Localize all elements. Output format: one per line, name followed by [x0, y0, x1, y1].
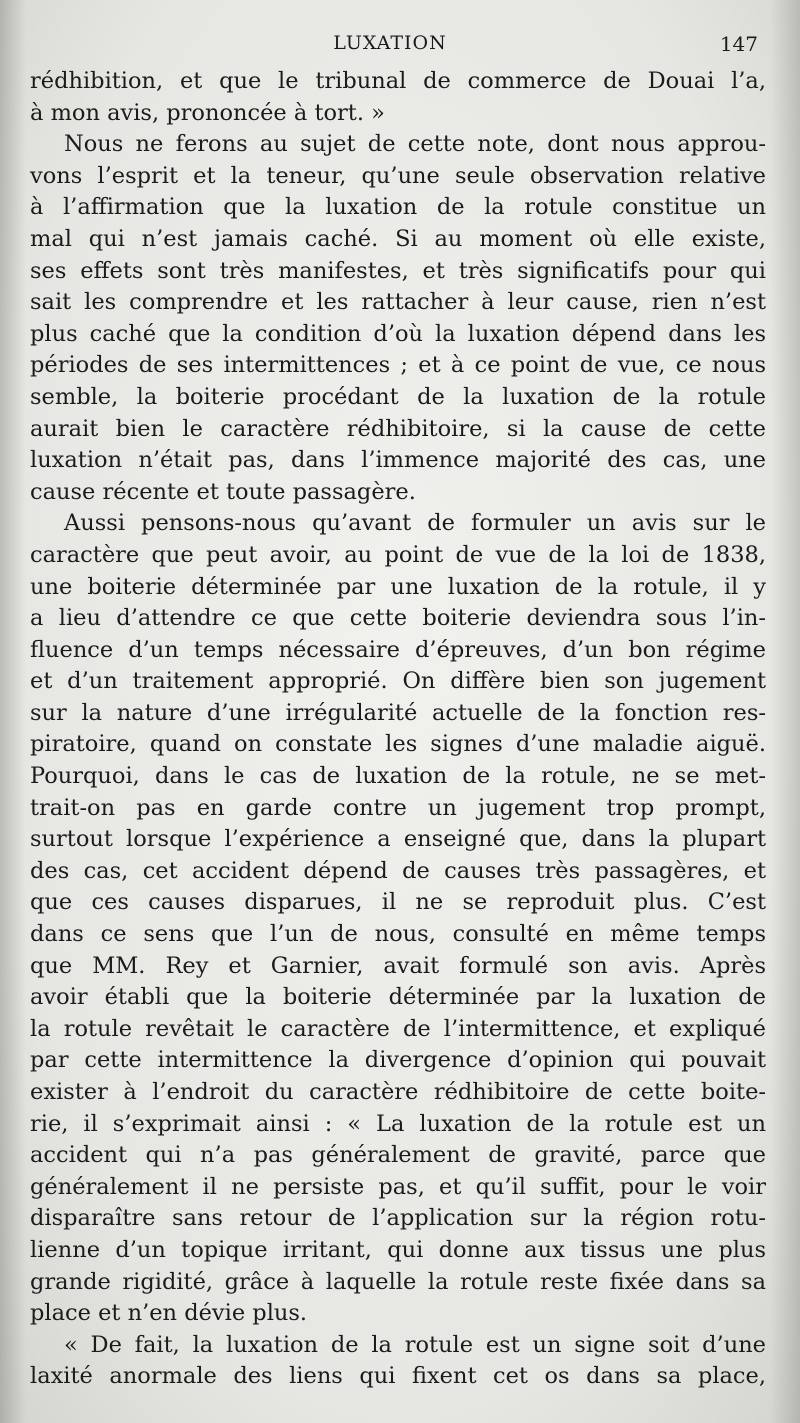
text-line: sait les comprendre et les rattacher à leur cause, rien n’est	[30, 289, 766, 316]
text-line: à mon avis, prononcée à tort. »	[30, 99, 385, 126]
text-line: la rotule revêtait le caractère de l’intermittence, et expliqué	[30, 1015, 766, 1042]
text-line: piratoire, quand on constate les signes d’une maladie aiguë.	[30, 731, 766, 758]
text-line: généralement il ne persiste pas, et qu’il suffit, pour le voir	[30, 1173, 766, 1200]
text-line: a lieu d’attendre ce que cette boiterie deviendra sous l’in-	[30, 605, 766, 632]
text-line: rie, il s’exprimait ainsi : « La luxation de la rotule est un	[30, 1110, 766, 1137]
page-number: 147	[719, 32, 758, 56]
text-line: trait-on pas en garde contre un jugement trop prompt,	[30, 794, 766, 821]
text-line: des cas, cet accident dépend de causes très passagères, et	[30, 857, 766, 884]
text-line: accident qui n’a pas généralement de gravité, parce que	[30, 1142, 766, 1169]
page-edge-shadow	[770, 0, 800, 1423]
text-line: à l’affirmation que la luxation de la rotule constitue un	[30, 194, 766, 221]
text-line: mal qui n’est jamais caché. Si au moment où elle existe,	[30, 225, 766, 252]
text-line: Aussi pensons-nous qu’avant de formuler un avis sur le	[64, 510, 766, 537]
text-line: « De fait, la luxation de la rotule est un signe soit d’une	[64, 1331, 766, 1358]
text-line: laxité anormale des liens qui fixent cet os dans sa place,	[30, 1363, 766, 1390]
page-gutter-shadow	[0, 0, 26, 1423]
text-line: et d’un traitement approprié. On diffère bien son jugement	[30, 668, 766, 695]
text-line: que ces causes disparues, il ne se reproduit plus. C’est	[30, 889, 766, 916]
text-line: surtout lorsque l’expérience a enseigné que, dans la plupart	[30, 826, 766, 853]
text-line: lienne d’un topique irritant, qui donne aux tissus une plus	[30, 1236, 766, 1263]
text-line: luxation n’était pas, dans l’immence majorité des cas, une	[30, 447, 766, 474]
text-line: Pourquoi, dans le cas de luxation de la rotule, ne se met-	[30, 763, 766, 790]
text-line: plus caché que la condition d’où la luxation dépend dans les	[30, 320, 766, 347]
text-line: place et n’en dévie plus.	[30, 1300, 308, 1327]
text-line: caractère que peut avoir, au point de vue de la loi de 1838,	[30, 541, 766, 568]
text-line: grande rigidité, grâce à laquelle la rotule reste fixée dans sa	[30, 1268, 766, 1295]
page-header	[0, 30, 800, 62]
text-line: une boiterie déterminée par une luxation de la rotule, il y	[30, 573, 766, 600]
text-line: sur la nature d’une irrégularité actuelle de la fonction res-	[30, 699, 766, 726]
text-line: ses effets sont très manifestes, et très significatifs pour qui	[30, 257, 766, 284]
body-text	[30, 66, 766, 1393]
text-line: dans ce sens que l’un de nous, consulté en même temps	[30, 921, 766, 948]
text-line: semble, la boiterie procédant de la luxation de la rotule	[30, 383, 766, 410]
text-line: avoir établi que la boiterie déterminée par la luxation de	[30, 984, 766, 1011]
text-line: Nous ne ferons au sujet de cette note, dont nous approu-	[64, 131, 766, 158]
text-line: fluence d’un temps nécessaire d’épreuves, d’un bon régime	[30, 636, 766, 663]
text-line: que MM. Rey et Garnier, avait formulé son avis. Après	[30, 952, 766, 979]
text-line: cause récente et toute passagère.	[30, 478, 416, 505]
running-title: LUXATION	[333, 32, 447, 54]
text-line: rédhibition, et que le tribunal de commerce de Douai l’a,	[30, 68, 766, 94]
text-line: exister à l’endroit du caractère rédhibitoire de cette boite-	[30, 1079, 766, 1105]
text-line: périodes de ses intermittences ; et à ce point de vue, ce nous	[30, 352, 766, 379]
text-line: disparaître sans retour de l’application sur la région rotu-	[30, 1205, 766, 1232]
text-line: aurait bien le caractère rédhibitoire, si la cause de cette	[30, 415, 766, 442]
text-line: vons l’esprit et la teneur, qu’une seule observation relative	[30, 162, 766, 189]
text-line: par cette intermittence la divergence d’opinion qui pouvait	[30, 1047, 766, 1074]
